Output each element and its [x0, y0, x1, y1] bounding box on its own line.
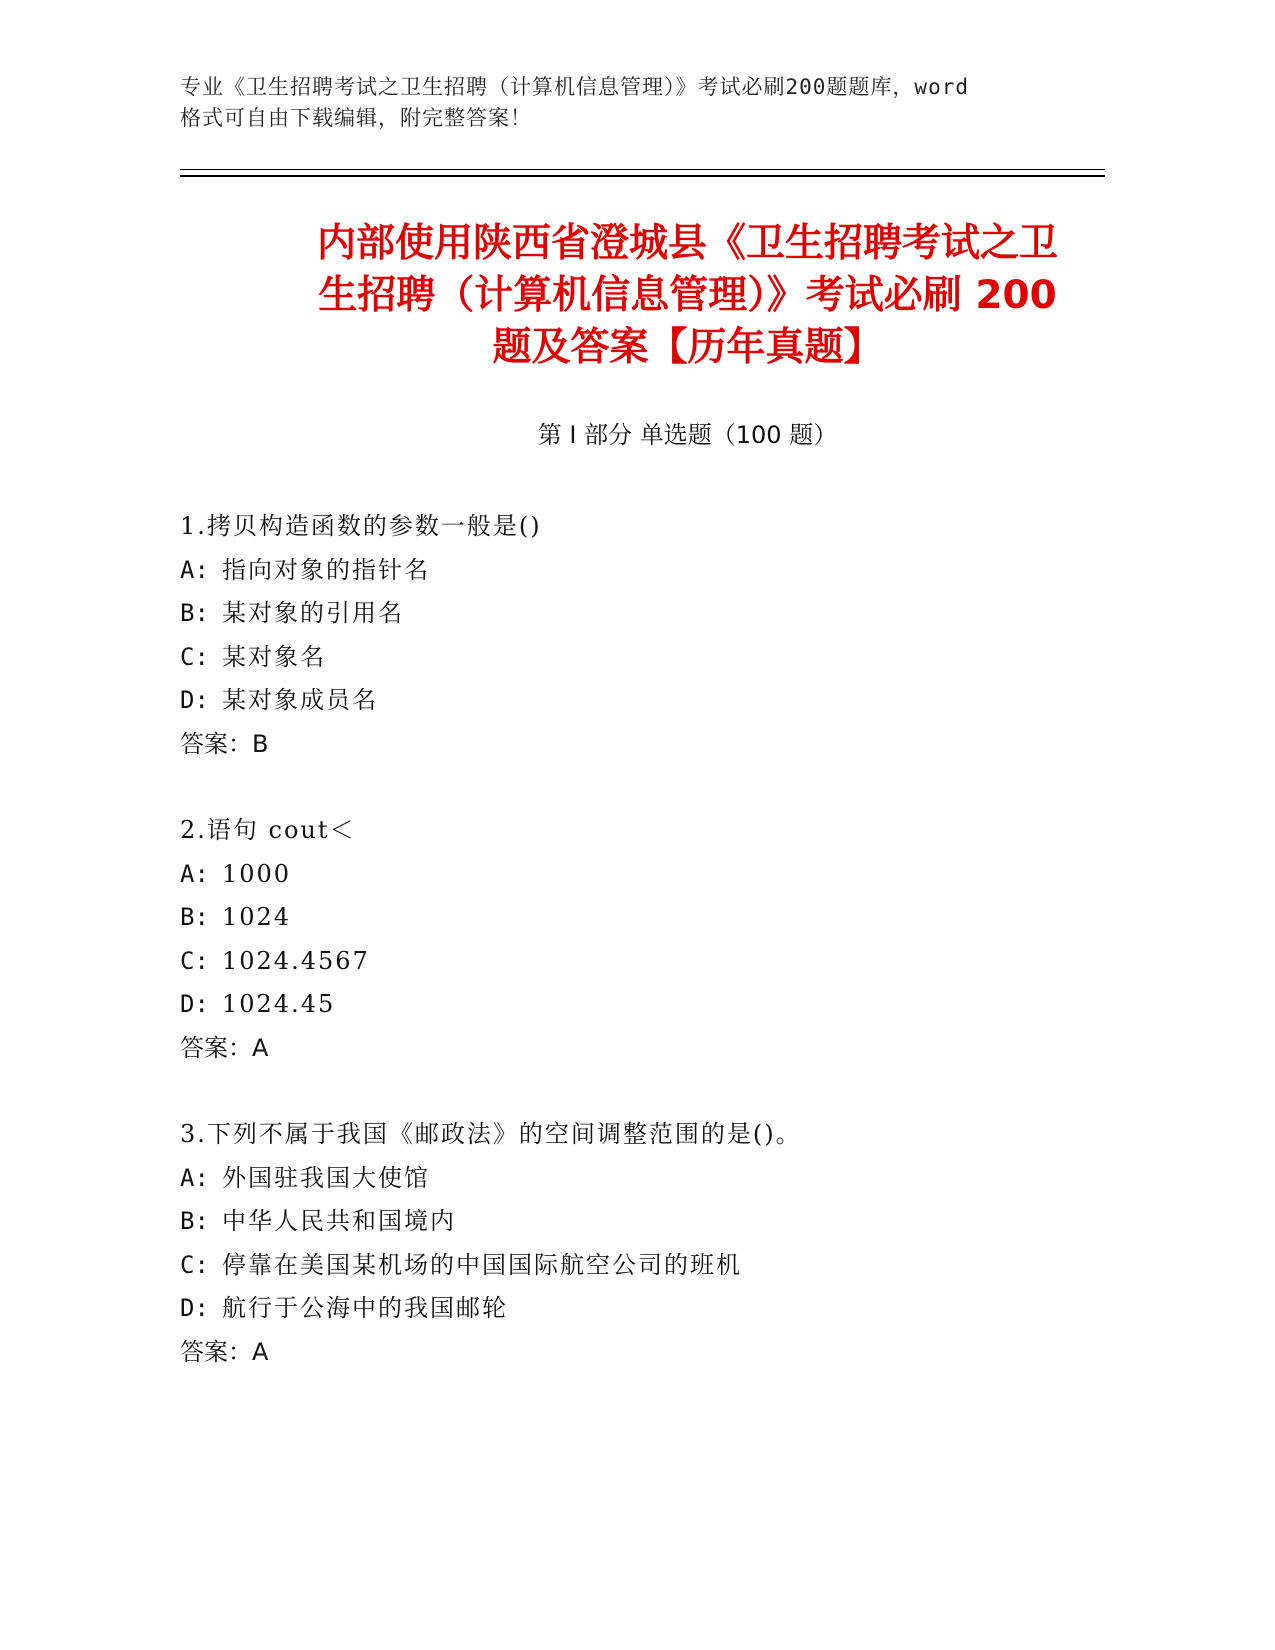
question-item — [180, 809, 1140, 1070]
option-a — [180, 549, 1140, 593]
option-key: A: — [180, 1163, 209, 1192]
option-text: 某对象的引用名 — [222, 599, 404, 627]
option-key: B: — [180, 599, 209, 627]
section-heading: 第 I 部分 单选题（100 题） — [537, 421, 838, 449]
question-item — [180, 505, 1140, 766]
answer-line: 答案：A — [180, 1033, 269, 1062]
option-text: 停靠在美国某机场的中国国际航空公司的班机 — [222, 1250, 742, 1279]
question-stem: 1.拷贝构造函数的参数一般是() — [180, 512, 542, 540]
document-title — [180, 218, 1195, 374]
option-d — [180, 983, 1140, 1027]
option-text: 指向对象的指针名 — [222, 555, 430, 584]
option-key: D: — [180, 686, 209, 714]
option-a — [180, 1157, 1140, 1201]
document-title-line-3: 题及答案【历年真题】 — [492, 325, 883, 370]
header-note — [180, 72, 1060, 134]
option-a — [180, 853, 1140, 897]
option-text: 1000 — [222, 859, 292, 888]
header-divider-thick — [180, 175, 1105, 177]
option-c — [180, 1244, 1140, 1288]
option-key: C: — [180, 642, 209, 671]
option-b — [180, 592, 1140, 636]
option-text: 1024.45 — [222, 990, 336, 1018]
option-b — [180, 896, 1140, 940]
option-text: 某对象名 — [222, 642, 326, 671]
option-key: D: — [180, 990, 209, 1018]
header-divider-thin — [180, 169, 1105, 170]
option-c — [180, 940, 1140, 984]
option-d — [180, 679, 1140, 723]
document-title-line-2: 生招聘（计算机信息管理）》考试必刷 200 — [318, 273, 1057, 318]
option-b — [180, 1200, 1140, 1244]
question-list — [180, 505, 1140, 1417]
question-stem: 2.语句 cout＜ — [180, 816, 356, 844]
option-c — [180, 636, 1140, 680]
option-key: A: — [180, 555, 209, 584]
option-text: 航行于公海中的我国邮轮 — [222, 1294, 508, 1322]
question-stem: 3.下列不属于我国《邮政法》的空间调整范围的是()。 — [180, 1120, 802, 1148]
option-key: D: — [180, 1294, 209, 1322]
option-text: 1024.4567 — [222, 946, 370, 975]
header-note-line-1: 专业《卫生招聘考试之卫生招聘（计算机信息管理）》考试必刷200题题库，word — [180, 75, 969, 99]
option-text: 某对象成员名 — [222, 686, 378, 714]
answer-line: 答案：A — [180, 1337, 269, 1366]
header-note-line-2: 格式可自由下载编辑，附完整答案！ — [180, 106, 532, 130]
document-title-line-1: 内部使用陕西省澄城县《卫生招聘考试之卫 — [316, 221, 1058, 266]
option-text: 1024 — [222, 903, 292, 931]
option-key: C: — [180, 1250, 209, 1279]
option-key: B: — [180, 1207, 209, 1235]
option-text: 外国驻我国大使馆 — [222, 1163, 430, 1192]
option-text: 中华人民共和国境内 — [222, 1207, 456, 1235]
option-key: C: — [180, 946, 209, 975]
option-key: B: — [180, 903, 209, 931]
question-item — [180, 1113, 1140, 1374]
answer-line: 答案：B — [180, 729, 269, 758]
option-key: A: — [180, 859, 209, 888]
option-d — [180, 1287, 1140, 1331]
